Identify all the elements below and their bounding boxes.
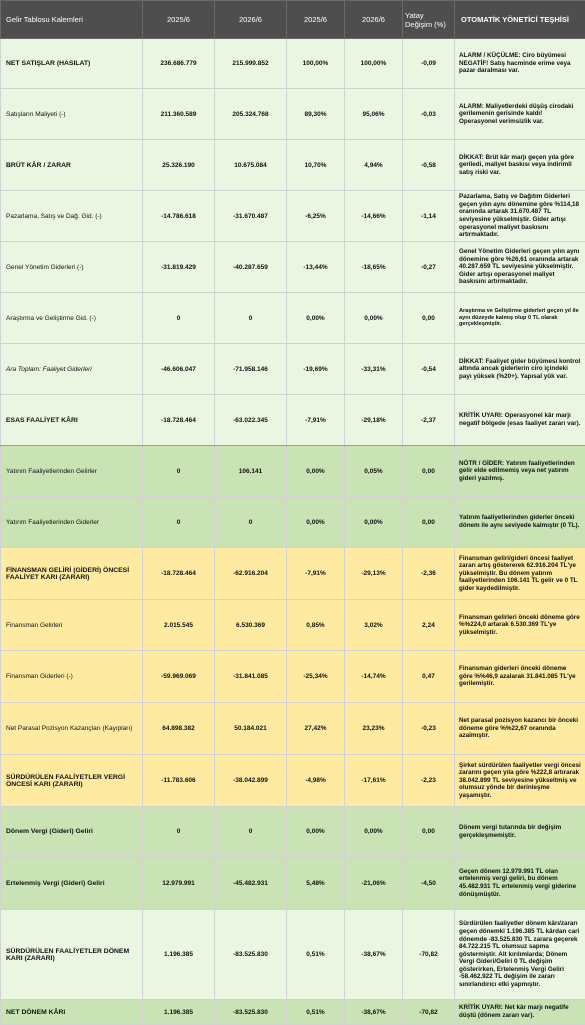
pct-2025: 0,00% (287, 497, 345, 548)
diagnosis-text: DİKKAT: Faaliyet gider büyümesi kontrol altında ancak giderlerin ciro içindeki payı yüksek (%20+). Yapısal yük var. (459, 358, 580, 380)
pct-2026: 23,23% (345, 703, 403, 755)
pct-2026: -14,66% (345, 191, 403, 242)
pct-2025: 0,00% (287, 807, 345, 857)
table-row (1, 703, 585, 755)
horizontal-change: -2,23 (403, 755, 455, 807)
pct-2025: -13,44% (287, 242, 345, 293)
pct-2026: -29,18% (345, 395, 403, 446)
pct-2026: -29,13% (345, 548, 403, 600)
diagnosis-cell (455, 395, 585, 446)
value-2026: -63.022.345 (215, 395, 287, 446)
diagnosis-text: KRİTİK UYARI: Operasyonel kâr marjı negatif bölgede (esas faaliyet zararı var). (459, 412, 580, 427)
value-2025: -31.819.429 (143, 242, 215, 293)
diagnosis-cell (455, 446, 585, 497)
value-2026: -45.482.931 (215, 857, 287, 910)
horizontal-change: -0,09 (403, 39, 455, 89)
diagnosis-text: NÖTR / GİDER: Yatırım faaliyetlerinden gelir elde edilmemiş veya net yatırım gideri yazılmış. (459, 460, 575, 482)
horizontal-change: -2,36 (403, 548, 455, 600)
value-2026: -31.841.085 (215, 651, 287, 703)
pct-2026: -38,67% (345, 910, 403, 1000)
header-horizontal-change: Yatay Değişim (%) (403, 1, 455, 39)
value-2026: -71.958.146 (215, 344, 287, 395)
pct-2025: -4,98% (287, 755, 345, 807)
pct-2026: -21,06% (345, 857, 403, 910)
diagnosis-text: Pazarlama, Satış ve Dağıtım Giderleri geçen yılın aynı dönemine göre %114,18 oranında artarak 31.670.487 TL seviyesine yükselmiştir. Gider artışı operasyonel maliyet baskısını artırmaktadır. (459, 193, 579, 238)
value-2026: -38.042.899 (215, 755, 287, 807)
pct-2026: 0,00% (345, 293, 403, 344)
value-2026: 50.184.021 (215, 703, 287, 755)
pct-2025: 5,48% (287, 857, 345, 910)
pct-2026: 0,00% (345, 497, 403, 548)
value-2025: -11.783.606 (143, 755, 215, 807)
diagnosis-cell (455, 755, 585, 807)
horizontal-change: 0,00 (403, 497, 455, 548)
horizontal-change: 0,00 (403, 807, 455, 857)
pct-2025: -25,34% (287, 651, 345, 703)
value-2025: 211.360.589 (143, 89, 215, 140)
diagnosis-text: Geçen dönem 12.979.991 TL olan ertelenmiş vergi geliri, bu dönem 45.482.931 TL ertelenmiş vergi giderine dönüşmüştür. (459, 868, 576, 898)
row-label: SÜRDÜRÜLEN FAALİYETLER VERGİ ÖNCESİ KARI (ZARARI) (1, 755, 143, 807)
diagnosis-cell (455, 140, 585, 191)
value-2026: -62.916.204 (215, 548, 287, 600)
row-label: Pazarlama, Satış ve Dağ. Gid. (-) (1, 191, 143, 242)
pct-2025: 0,00% (287, 446, 345, 497)
diagnosis-cell (455, 293, 585, 344)
value-2025: -14.786.618 (143, 191, 215, 242)
diagnosis-text: Genel Yönetim Giderleri geçen yılın aynı dönemine göre %26,61 oranında artarak 40.287.659 TL seviyesine yükselmiştir. Gider artışı operasyonel maliyet baskısını artırmaktadır. (459, 248, 579, 285)
horizontal-change: -0,27 (403, 242, 455, 293)
pct-2025: 89,30% (287, 89, 345, 140)
table-row (1, 242, 585, 293)
value-2026: -83.525.830 (215, 1000, 287, 1025)
row-label: Yatırım Faaliyetlerinden Gelirler (1, 446, 143, 497)
header-row (1, 1, 585, 39)
pct-2025: -6,25% (287, 191, 345, 242)
value-2025: 0 (143, 807, 215, 857)
table-row (1, 497, 585, 548)
pct-2026: -18,65% (345, 242, 403, 293)
value-2026: 215.999.852 (215, 39, 287, 89)
table-row (1, 293, 585, 344)
table-row (1, 910, 585, 1000)
horizontal-change: -0,23 (403, 703, 455, 755)
row-label: Yatırım Faaliyetlerinden Giderler (1, 497, 143, 548)
header-pct-2026: 2026/6 (345, 1, 403, 39)
value-2025: 0 (143, 497, 215, 548)
value-2025: 0 (143, 446, 215, 497)
diagnosis-text: Finansman giderleri önceki döneme göre %%46,9 azalarak 31.841.085 TL'ye gerilemiştir. (459, 665, 576, 687)
diagnosis-cell (455, 807, 585, 857)
diagnosis-text: Şirket sürdürülen faaliyetler vergi öncesi zararını geçen yıla göre %222,8 artırarak 38.042.899 TL seviyesine yükseltmiş ve olumsuz yönde bir derinleşme yaşamıştır. (459, 762, 581, 799)
table-row (1, 191, 585, 242)
diagnosis-text: Dönem vergi tutarında bir değişim gerçekleşmemiştir. (459, 824, 561, 839)
horizontal-change: -4,50 (403, 857, 455, 910)
pct-2025: 0,00% (287, 293, 345, 344)
table-row (1, 651, 585, 703)
diagnosis-cell (455, 191, 585, 242)
pct-2026: 95,06% (345, 89, 403, 140)
row-label: Ara Toplam: Faaliyet Giderleri (1, 344, 143, 395)
diagnosis-cell (455, 600, 585, 651)
value-2025: 2.015.545 (143, 600, 215, 651)
value-2025: 236.686.779 (143, 39, 215, 89)
horizontal-change: 0,00 (403, 446, 455, 497)
diagnosis-cell (455, 89, 585, 140)
diagnosis-text: Net parasal pozisyon kazancı bir önceki döneme göre %%22,67 oranında azalmıştır. (459, 717, 578, 739)
diagnosis-text: Sürdürülen faaliyetler dönem kârı/zararı geçen dönemki 1.196.385 TL kârdan cari dönemde -83.525.830 TL zarara geçerek 84.722.215 TL olumsuz sapma göstermiştir. Alt kırılımlarda; Dönem Vergi Gideri/Geliri 0 TL değişim gösterirken, Ertelenmiş Vergi Geliri -58.462.922 TL değişim ile zararı sınırlandırıcı etki yapmıştır. (459, 920, 579, 988)
diagnosis-cell (455, 703, 585, 755)
table-row (1, 344, 585, 395)
pct-2026: 0,05% (345, 446, 403, 497)
value-2025: 1.196.385 (143, 1000, 215, 1025)
horizontal-change: -70,82 (403, 910, 455, 1000)
pct-2025: 0,51% (287, 910, 345, 1000)
header-value-2026: 2026/6 (215, 1, 287, 39)
pct-2026: 100,00% (345, 39, 403, 89)
value-2025: 64.898.382 (143, 703, 215, 755)
header-label: Gelir Tablosu Kalemleri (1, 1, 143, 39)
horizontal-change: -0,54 (403, 344, 455, 395)
row-label: BRÜT KÂR / ZARAR (1, 140, 143, 191)
value-2026: 205.324.768 (215, 89, 287, 140)
pct-2025: -7,91% (287, 395, 345, 446)
pct-2025: -7,91% (287, 548, 345, 600)
pct-2025: 27,42% (287, 703, 345, 755)
row-label: Ertelenmiş Vergi (Gideri) Geliri (1, 857, 143, 910)
value-2025: -46.606.047 (143, 344, 215, 395)
value-2025: -59.969.069 (143, 651, 215, 703)
table-row (1, 446, 585, 497)
pct-2025: -19,69% (287, 344, 345, 395)
diagnosis-cell (455, 497, 585, 548)
diagnosis-cell (455, 651, 585, 703)
row-label: SÜRDÜRÜLEN FAALİYETLER DÖNEM KARI (ZARARI) (1, 910, 143, 1000)
diagnosis-cell (455, 910, 585, 1000)
row-label: FİNANSMAN GELİRİ (GİDERİ) ÖNCESİ FAALİYET KARI (ZARARI) (1, 548, 143, 600)
diagnosis-text: Finansman geliri/gideri öncesi faaliyet zararı artış göstererek 62.916.204 TL'ye yükselmiştir. Bu dönem yatırım faaliyetlerinden 106.141 TL gelir ve 0 TL gider kaydedilmiştir. (459, 555, 577, 592)
pct-2025: 10,70% (287, 140, 345, 191)
pct-2026: -33,31% (345, 344, 403, 395)
row-label: ESAS FAALİYET KÂRI (1, 395, 143, 446)
value-2025: -18.728.464 (143, 395, 215, 446)
header-diagnosis: OTOMATİK YÖNETİCİ TEŞHİSİ (455, 1, 585, 39)
header-pct-2025: 2025/6 (287, 1, 345, 39)
header-value-2025: 2025/6 (143, 1, 215, 39)
value-2026: -40.287.659 (215, 242, 287, 293)
diagnosis-text: Finansman gelirleri önceki döneme göre %%224,0 artarak 6.530.369 TL'ye yükselmiştir. (459, 614, 580, 636)
value-2026: 0 (215, 497, 287, 548)
row-label: Finansman Giderleri (-) (1, 651, 143, 703)
value-2025: -18.728.464 (143, 548, 215, 600)
value-2026: 6.530.369 (215, 600, 287, 651)
row-label: NET SATIŞLAR (HASILAT) (1, 39, 143, 89)
diagnosis-text: Yatırım faaliyetlerinden giderler önceki dönem ile aynı seviyede kalmıştır (0 TL). (459, 514, 579, 529)
row-label: Genel Yönetim Giderleri (-) (1, 242, 143, 293)
value-2025: 0 (143, 293, 215, 344)
pct-2026: 4,94% (345, 140, 403, 191)
pct-2026: -17,61% (345, 755, 403, 807)
row-label: Net Parasal Pozisyon Kazançları (Kayıpları) (1, 703, 143, 755)
horizontal-change: -2,37 (403, 395, 455, 446)
diagnosis-text: DİKKAT: Brüt kâr marjı geçen yıla göre geriledi, maliyet baskısı veya indirimli satış riski var. (459, 154, 574, 176)
row-label: NET DÖNEM KÂRI (1, 1000, 143, 1025)
diagnosis-text: ALARM / KÜÇÜLME: Ciro büyümesi NEGATİF! Satış hacminde erime veya pazar daralması var. (459, 52, 571, 74)
value-2025: 12.979.991 (143, 857, 215, 910)
value-2026: 106.141 (215, 446, 287, 497)
value-2026: -31.670.487 (215, 191, 287, 242)
pct-2026: -14,74% (345, 651, 403, 703)
horizontal-change: 0,47 (403, 651, 455, 703)
horizontal-change: -70,82 (403, 1000, 455, 1025)
row-label: Satışların Maliyeti (-) (1, 89, 143, 140)
diagnosis-cell (455, 39, 585, 89)
table-row (1, 39, 585, 89)
pct-2025: 0,85% (287, 600, 345, 651)
table-row (1, 807, 585, 857)
value-2025: 25.326.190 (143, 140, 215, 191)
value-2026: 0 (215, 293, 287, 344)
diagnosis-cell (455, 548, 585, 600)
horizontal-change: -0,58 (403, 140, 455, 191)
row-label: Araştırma ve Geliştirme Gid. (-) (1, 293, 143, 344)
pct-2025: 0,51% (287, 1000, 345, 1025)
value-2026: 0 (215, 807, 287, 857)
horizontal-change: -0,03 (403, 89, 455, 140)
value-2025: 1.196.385 (143, 910, 215, 1000)
horizontal-change: 2,24 (403, 600, 455, 651)
diagnosis-text: KRİTİK UYARI: Net kâr marjı negatife düştü (dönem zararı var). (459, 1004, 569, 1019)
pct-2026: 3,02% (345, 600, 403, 651)
table-row (1, 1000, 585, 1025)
pct-2025: 100,00% (287, 39, 345, 89)
table-row (1, 755, 585, 807)
table-row (1, 548, 585, 600)
diagnosis-cell (455, 344, 585, 395)
row-label: Finansman Gelirleri (1, 600, 143, 651)
diagnosis-cell (455, 1000, 585, 1025)
table-row (1, 395, 585, 446)
pct-2026: -38,67% (345, 1000, 403, 1025)
diagnosis-text: Araştırma ve Geliştirme giderleri geçen yıl ile aynı düzeyde kalmış olup 0 TL olarak gerçekleşmiştir. (459, 308, 579, 328)
table-row (1, 600, 585, 651)
table-row (1, 140, 585, 191)
value-2026: -83.525.830 (215, 910, 287, 1000)
diagnosis-cell (455, 242, 585, 293)
table-row (1, 89, 585, 140)
horizontal-change: -1,14 (403, 191, 455, 242)
diagnosis-cell (455, 857, 585, 910)
horizontal-change: 0,00 (403, 293, 455, 344)
diagnosis-text: ALARM: Maliyetlerdeki düşüş cirodaki gerilemenin gerisinde kaldı! Operasyonel verimsizlik var. (459, 103, 573, 125)
table-row (1, 857, 585, 910)
row-label: Dönem Vergi (Gideri) Geliri (1, 807, 143, 857)
pct-2026: 0,00% (345, 807, 403, 857)
value-2026: 10.675.084 (215, 140, 287, 191)
